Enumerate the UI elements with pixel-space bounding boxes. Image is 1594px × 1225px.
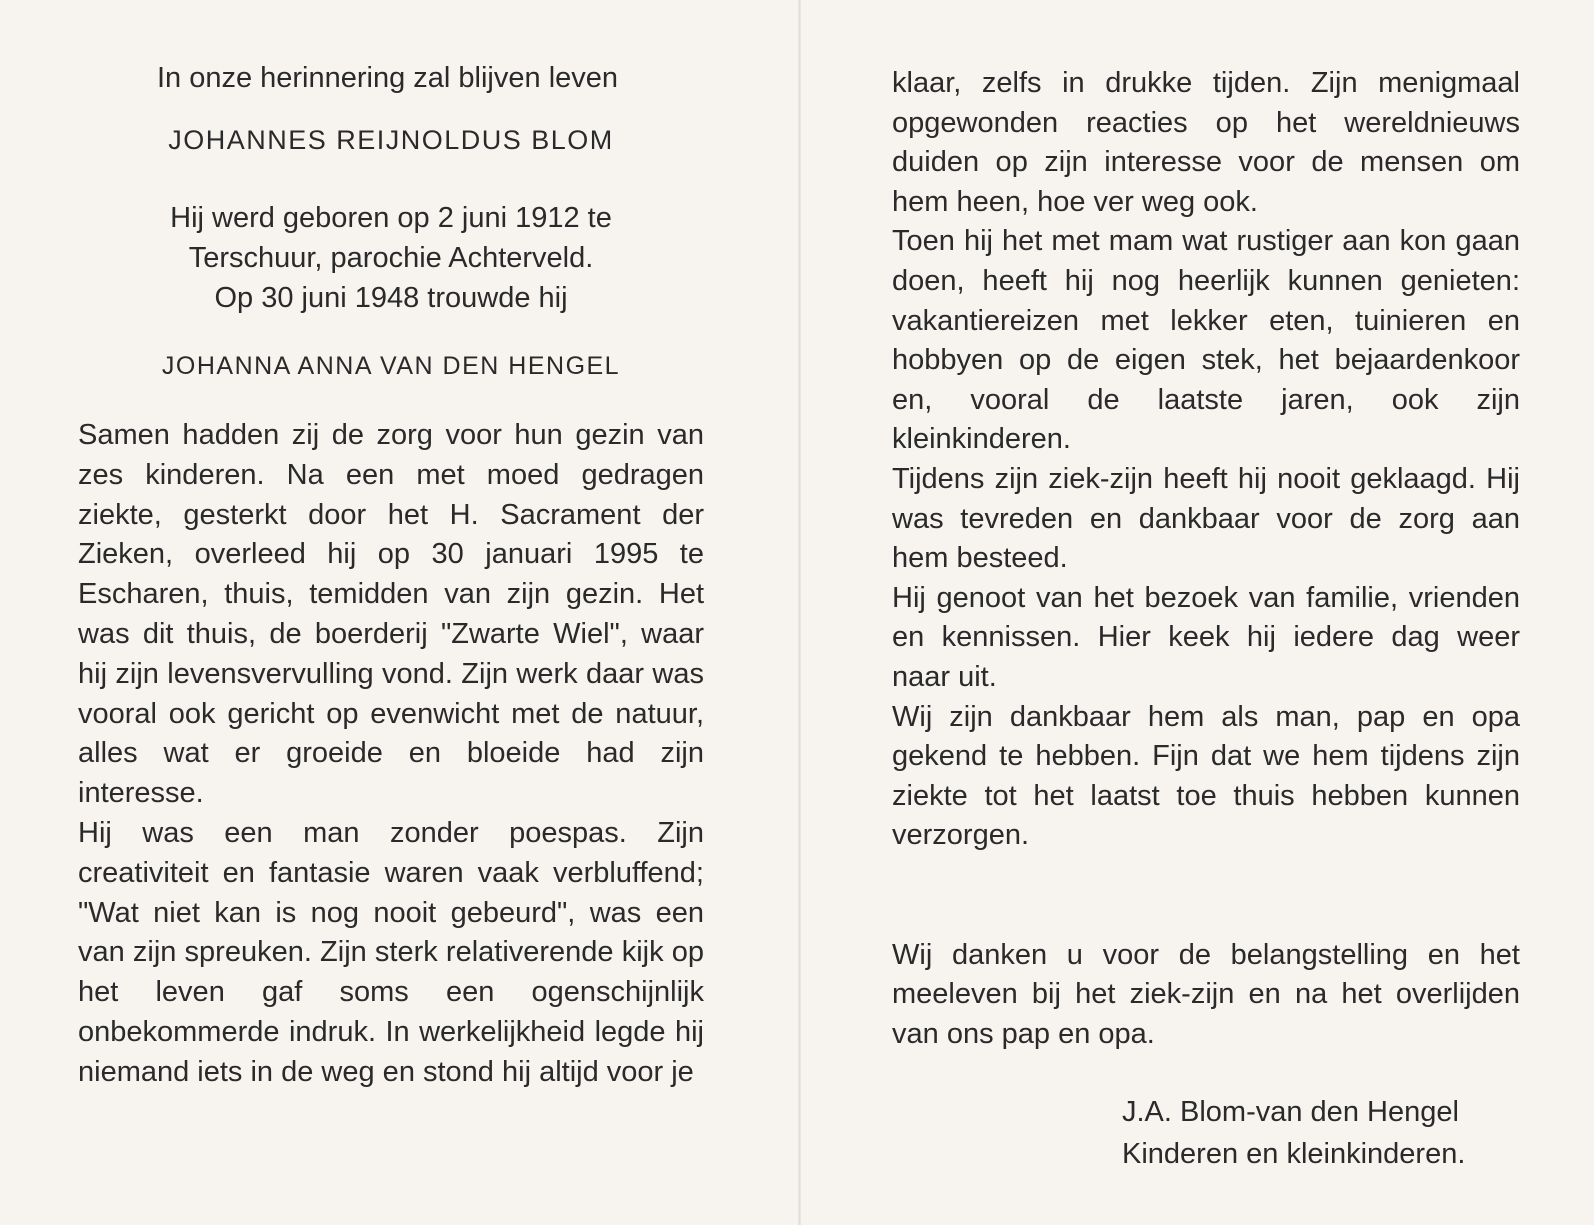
- birth-line: Terschuur, parochie Achterveld.: [188, 242, 594, 274]
- body-paragraph: Hij was een man zonder poespas. Zijn creativiteit en fantasie waren vaak verbluffend; "Wat niet kan is nog nooit gebeurd", was een van zijn spreuken. Zijn sterk relativerende kijk op het leven gaf soms een ogenschijnlijk onbekommerde indruk. In werkelijkheid legde hij niemand iets in de weg en stond hij altijd voor je: [78, 816, 704, 1088]
- body-paragraph: Hij genoot van het bezoek van familie, vrienden en kennissen. Hier keek hij iedere dag weer naar uit.: [892, 581, 1520, 693]
- thanks-message: Wij danken u voor de belangstelling en het meeleven bij het ziek-zijn en na het overlijden van ons pap en opa.: [892, 938, 1520, 1051]
- birth-details: [78, 198, 704, 318]
- deceased-name: JOHANNES REIJNOLDUS BLOM: [168, 125, 614, 155]
- birth-line: Hij werd geboren op 2 juni 1912 te: [170, 202, 612, 234]
- body-paragraph: Tijdens zijn ziek-zijn heeft hij nooit geklaagd. Hij was tevreden en dankbaar voor de zorg aan hem besteed.: [892, 462, 1520, 575]
- signature-line: Kinderen en kleinkinderen.: [1122, 1137, 1466, 1170]
- body-paragraph: Samen hadden zij de zorg voor hun gezin van zes kinderen. Na een met moed gedragen ziekte, gesterkt door het H. Sacrament der Zieken, overleed hij op 30 januari 1995 te Escharen, thuis, temidden van zijn gezin. Het was dit thuis, de boerderij "Zwarte Wiel", waar hij zijn levensvervulling vond. Zijn werk daar was vooral ook gericht op evenwicht met de natuur, alles wat er groeide en bloeide had zijn interesse.: [78, 419, 704, 810]
- birth-line: Op 30 juni 1948 trouwde hij: [214, 282, 568, 314]
- body-paragraph: klaar, zelfs in drukke tijden. Zijn menigmaal opgewonden reacties op het wereldnieuws duiden op zijn interesse voor de mensen om hem heen, hoe ver weg ook.: [892, 67, 1520, 218]
- card-fold: [798, 0, 801, 1225]
- body-paragraph: Wij zijn dankbaar hem als man, pap en opa gekend te hebben. Fijn dat we hem tijdens zijn ziekte tot het laatst toe thuis hebben kunnen verzorgen.: [892, 700, 1520, 852]
- signature-block: [1122, 1091, 1520, 1175]
- signature-line: J.A. Blom-van den Hengel: [1122, 1095, 1459, 1128]
- spouse-name: JOHANNA ANNA VAN DEN HENGEL: [161, 352, 621, 380]
- intro-line: In onze herinnering zal blijven leven: [156, 62, 619, 94]
- left-panel: [78, 58, 704, 1093]
- body-paragraph: Toen hij het met mam wat rustiger aan kon gaan doen, heeft hij nog heerlijk kunnen genieten: vakantiereizen met lekker eten, tuinieren en hobbyen op de eigen stek, het bejaardenkoor en, vooral de laatste jaren, ook zijn kleinkinderen.: [892, 225, 1520, 456]
- right-panel: [892, 64, 1520, 1175]
